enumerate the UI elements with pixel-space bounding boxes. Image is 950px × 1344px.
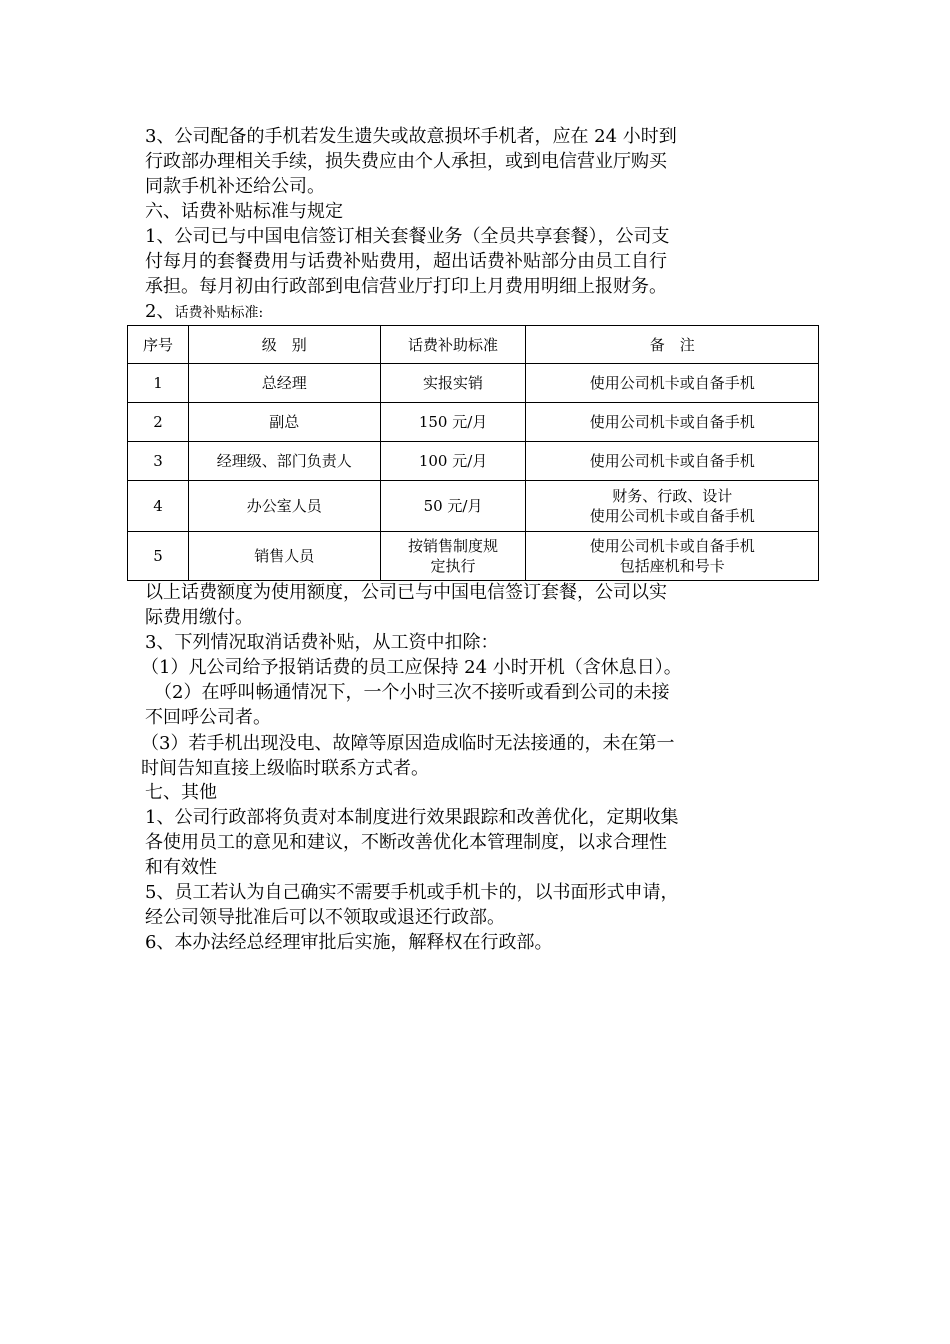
cell-level: 办公室人员: [188, 481, 380, 532]
cell-standard: [380, 481, 526, 532]
text-line: 3、下列情况取消话费补贴，从工资中扣除：: [145, 632, 499, 653]
text-line: 承担。每月初由行政部到电信营业厅打印上月费用明细上报财务。: [145, 276, 667, 297]
heading-text: 七、其他: [145, 782, 217, 803]
text-line: 5、员工若认为自己确实不需要手机或手机卡的，以书面形式申请，: [145, 882, 679, 903]
cell-note: [526, 364, 819, 403]
cell-level: 总经理: [188, 364, 380, 403]
item3-sub1-paragraph: [141, 655, 821, 680]
cell-line: 使用公司机卡或自备手机: [589, 413, 755, 431]
section3-loss-paragraph: [145, 124, 825, 199]
table-row: [128, 532, 819, 581]
text-line: 同款手机补还给公司。: [145, 176, 325, 197]
text-line: （2）在呼叫畅通情况下，一个小时三次不接听或看到公司的未接: [145, 682, 670, 703]
cell-line: 包括座机和号卡: [619, 557, 725, 575]
cell-line: 使用公司机卡或自备手机: [589, 452, 755, 470]
cell-line: 财务、行政、设计: [612, 487, 733, 505]
cell-no: 4: [128, 481, 189, 532]
cell-no: 5: [128, 532, 189, 581]
text-line: 各使用员工的意见和建议，不断改善优化本管理制度，以求合理性: [145, 832, 667, 853]
item3-sub3-paragraph: [141, 731, 821, 781]
cell-note: [526, 442, 819, 481]
phone-subsidy-table: [127, 325, 819, 581]
text-line: 以上话费额度为使用额度，公司已与中国电信签订套餐，公司以实: [145, 582, 667, 603]
cell-level: 销售人员: [188, 532, 380, 581]
cell-standard: [380, 364, 526, 403]
heading-text: 六、话费补贴标准与规定: [145, 201, 343, 222]
section7-heading: [145, 780, 825, 805]
table-row: [128, 403, 819, 442]
cell-line: 按销售制度规: [408, 537, 499, 555]
section7-item1-paragraph: [145, 805, 825, 880]
text-line: （1）凡公司给予报销话费的员工应保持 24 小时开机（含休息日）。: [141, 657, 682, 678]
item2-number: 2、: [145, 301, 175, 322]
table-row: [128, 442, 819, 481]
section7-item5-paragraph: [145, 880, 825, 930]
item2-label-text: 话费补贴标准:: [174, 305, 264, 321]
header-cell-level: 级 别: [188, 326, 380, 364]
cell-note: [526, 403, 819, 442]
text-line: 际费用缴付。: [145, 607, 253, 628]
text-line: （3）若手机出现没电、故障等原因造成临时无法接通的，未在第一: [141, 733, 675, 754]
after-table-paragraph: [145, 580, 825, 630]
text-line: 6、本办法经总经理审批后实施，解释权在行政部。: [145, 932, 553, 953]
cell-standard: [380, 442, 526, 481]
section6-item1-paragraph: [145, 224, 825, 299]
text-line: 不回呼公司者。: [145, 707, 271, 728]
text-line: 1、公司行政部将负责对本制度进行效果跟踪和改善优化，定期收集: [145, 807, 679, 828]
cell-no: 3: [128, 442, 189, 481]
section7-item6-paragraph: [145, 930, 825, 955]
cell-note: [526, 532, 819, 581]
cell-level: 经理级、部门负责人: [188, 442, 380, 481]
table-header-row: [128, 326, 819, 364]
table-row: [128, 481, 819, 532]
text-line: 和有效性: [145, 857, 217, 878]
section6-heading: [145, 199, 825, 224]
item3-sub2-paragraph: [145, 680, 825, 730]
cell-line: 100 元/月: [418, 452, 488, 470]
cell-standard: [380, 532, 526, 581]
text-line: 付每月的套餐费用与话费补贴费用，超出话费补贴部分由员工自行: [145, 251, 667, 272]
header-cell-note: 备 注: [526, 326, 819, 364]
text-line: 时间告知直接上级临时联系方式者。: [141, 758, 429, 779]
table-row: [128, 364, 819, 403]
cell-note: [526, 481, 819, 532]
text-line: 1、公司已与中国电信签订相关套餐业务（全员共享套餐），公司支: [145, 226, 670, 247]
cell-level: 副总: [188, 403, 380, 442]
cell-line: 实报实销: [423, 374, 484, 392]
text-line: 经公司领导批准后可以不领取或退还行政部。: [145, 907, 505, 928]
section6-item2-label: [145, 299, 825, 324]
cell-line: 150 元/月: [418, 413, 488, 431]
text-line: 行政部办理相关手续，损失费应由个人承担，或到电信营业厅购买: [145, 151, 667, 172]
cell-line: 使用公司机卡或自备手机: [589, 374, 755, 392]
text-line: 3、公司配备的手机若发生遗失或故意损坏手机者，应在 24 小时到: [145, 126, 677, 147]
cell-line: 定执行: [430, 557, 476, 575]
cell-no: 1: [128, 364, 189, 403]
header-cell-no: 序号: [128, 326, 189, 364]
cell-line: 使用公司机卡或自备手机: [589, 537, 755, 555]
header-cell-standard: 话费补助标准: [380, 326, 526, 364]
cell-line: 50 元/月: [423, 497, 483, 515]
cell-standard: [380, 403, 526, 442]
section6-item3-heading: [145, 630, 825, 655]
cell-line: 使用公司机卡或自备手机: [589, 507, 755, 525]
cell-no: 2: [128, 403, 189, 442]
